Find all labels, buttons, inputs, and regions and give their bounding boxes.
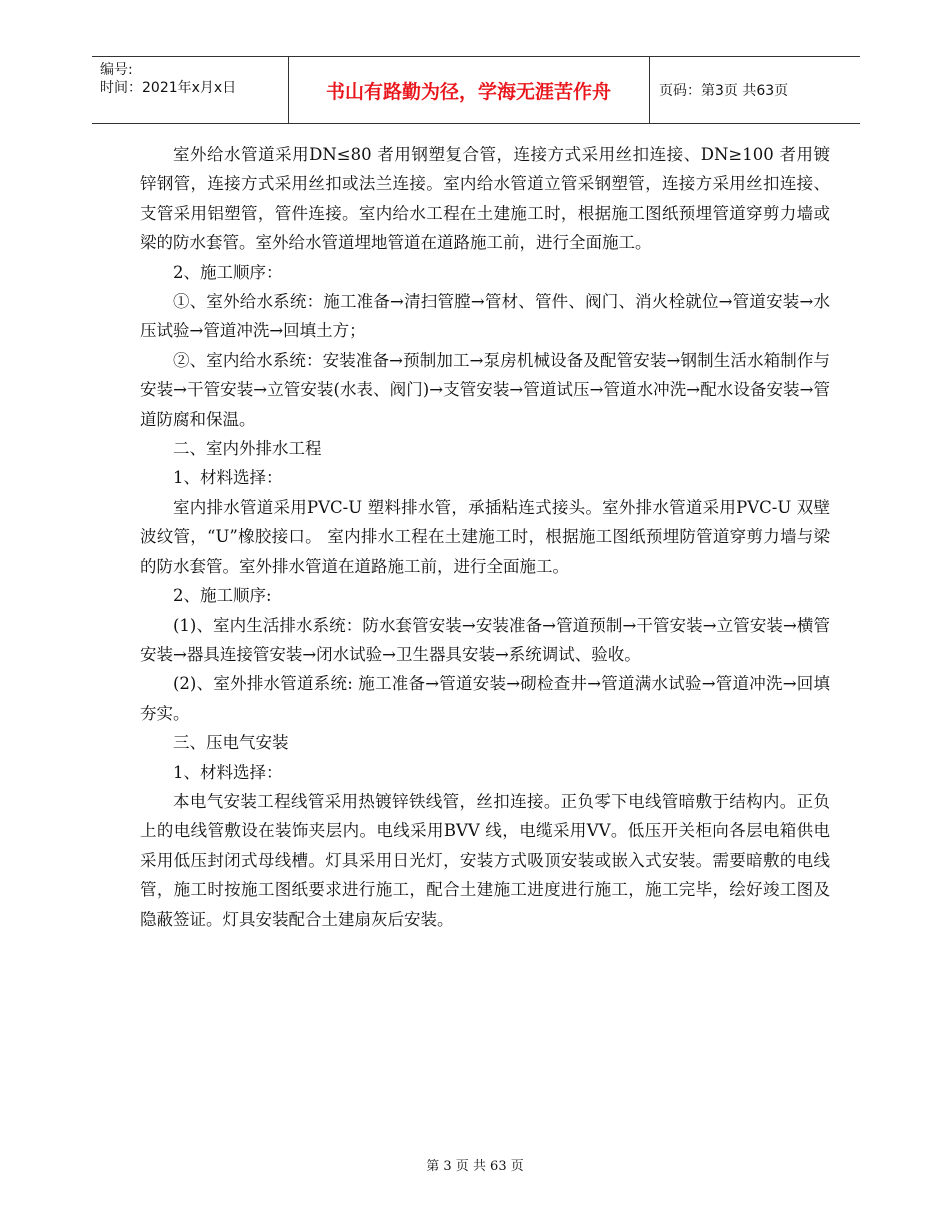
paragraph-drainage-materials: 室内排水管道采用PVC-U 塑料排水管，承插粘连式接头。室外排水管道采用PVC-U 双壁波纹管，“U”橡胶接口。 室内排水工程在土建施工时，根据施工图纸预埋防管道穿剪力墙与梁的防水套管。室外排水管道在道路施工前，进行全面施工。 — [140, 497, 830, 576]
header-meta — [100, 61, 236, 97]
paragraph-heading-construction-order-2: 2、施工顺序: — [173, 586, 272, 606]
paragraph-water-supply-materials: 室外给水管道采用DN≤80 者用钢塑复合管，连接方式采用丝扣连接、DN≥100 者用镀锌钢管，连接方式采用丝扣或法兰连接。室内给水管道立管采钢塑管，连接方采用丝扣连接、支管采用铝塑管，管件连接。室内给水工程在土建施工时，根据施工图纸预埋管道穿剪力墙或梁的防水套管。室外给水管道埋地管道在道路施工前，进行全面施工。 — [140, 145, 830, 253]
paragraph-indoor-drainage: (1)、室内生活排水系统：防水套管安装→安装准备→管道预制→干管安装→立管安装→横管安装→器具连接管安装→闭水试验→卫生器具安装→系统调试、验收。 — [140, 615, 830, 664]
paragraph-indoor-water-supply: ②、室内给水系统：安装准备→预制加工→泵房机械设备及配管安装→钢制生活水箱制作与安装→干管安装→立管安装(水表、阀门)→支管安装→管道试压→管道水冲洗→配水设备安装→管道防腐和保温。 — [140, 350, 830, 429]
paragraph-electrical-materials: 本电气安装工程线管采用热镀锌铁线管，丝扣连接。正负零下电线管暗敷于结构内。正负上的电线管敷设在装饰夹层内。电线采用BVV 线，电缆采用VV。低压开关柜向各层电箱供电采用低压封闭式母线槽。灯具采用日光灯，安装方式吸顶安装或嵌入式安装。需要暗敷的电线管，施工时按施工图纸要求进行施工，配合土建施工进度进行施工，施工完毕，绘好竣工图及隐蔽签证。灯具安装配合土建扇灰后安装。 — [140, 791, 830, 929]
number-label: 编号: — [100, 62, 133, 78]
document-body — [140, 140, 830, 934]
page-footer: 第 3 页 共 63 页 — [426, 1159, 524, 1174]
paragraph-outdoor-drainage: (2)、室外排水管道系统: 施工准备→管道安装→砌检查井→管道满水试验→管道冲洗→回填夯实。 — [140, 674, 830, 723]
paragraph-heading-material-selection-2: 1、材料选择： — [173, 762, 283, 782]
header-page-info: 页码：第3页 共63页 — [659, 83, 789, 99]
paragraph-heading-material-selection: 1、材料选择： — [173, 468, 283, 488]
paragraph-outdoor-water-supply: ①、室外给水系统：施工准备→清扫管膛→管材、管件、阀门、消火栓就位→管道安装→水压试验→管道冲洗→回填土方； — [140, 292, 830, 341]
header-divider-right — [649, 57, 650, 123]
section-heading-drainage: 二、室内外排水工程 — [173, 439, 322, 459]
section-heading-electrical: 三、压电气安装 — [173, 733, 289, 753]
header-motto: 书山有路勤为径，学海无涯苦作舟 — [325, 80, 611, 103]
time-label: 时间：2021年x月x日 — [100, 80, 237, 96]
paragraph-heading-construction-order: 2、施工顺序： — [173, 262, 283, 282]
page-header — [92, 56, 860, 124]
